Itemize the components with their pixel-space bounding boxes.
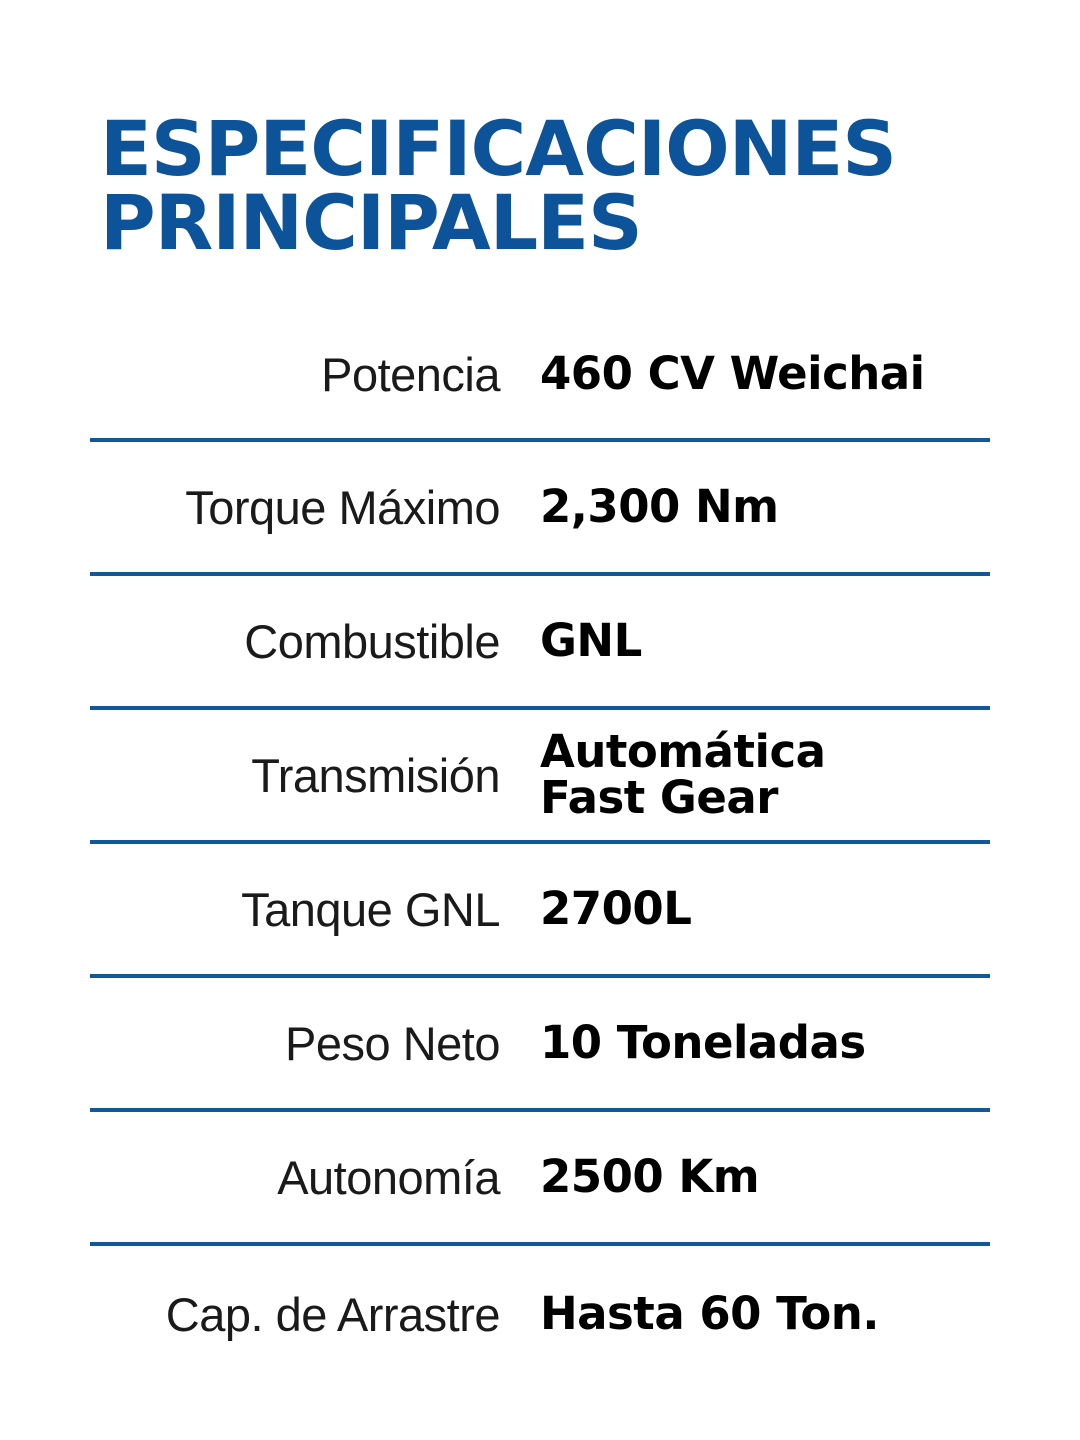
title-line-2: PRINCIPALES <box>100 178 642 267</box>
spec-value-line: Fast Gear <box>540 771 778 824</box>
spec-value <box>540 725 990 824</box>
spec-label: Tanque GNL <box>241 882 500 936</box>
spec-value-line: Automática <box>540 725 826 778</box>
spec-label: Transmisión <box>251 748 500 802</box>
spec-row-peso <box>90 978 990 1112</box>
spec-label: Autonomía <box>277 1150 500 1204</box>
spec-value <box>540 614 990 667</box>
page-title <box>100 104 1040 267</box>
spec-row-tanque <box>90 844 990 978</box>
spec-value-line: 2,300 Nm <box>540 480 779 533</box>
spec-row-potencia <box>90 310 990 442</box>
spec-label: Peso Neto <box>285 1016 500 1070</box>
spec-row-torque <box>90 442 990 576</box>
spec-value-line: 2500 Km <box>540 1150 760 1203</box>
spec-value <box>540 1016 990 1069</box>
spec-row-transmision <box>90 710 990 844</box>
spec-value <box>540 1287 990 1340</box>
spec-value-line: GNL <box>540 614 642 667</box>
spec-label: Torque Máximo <box>185 480 500 534</box>
spec-value-line: Hasta 60 Ton. <box>540 1287 879 1340</box>
spec-value <box>540 1150 990 1203</box>
spec-value <box>540 882 990 935</box>
spec-row-combustible <box>90 576 990 710</box>
spec-row-arrastre <box>90 1246 990 1382</box>
spec-label: Cap. de Arrastre <box>165 1287 500 1341</box>
spec-value <box>540 480 990 533</box>
spec-label: Potencia <box>321 347 500 401</box>
spec-value-line: 2700L <box>540 882 692 935</box>
spec-row-autonomia <box>90 1112 990 1246</box>
spec-value-line: 460 CV Weichai <box>540 347 925 400</box>
spec-value <box>540 347 990 400</box>
specs-table <box>90 310 990 1382</box>
title-line-1: ESPECIFICACIONES <box>100 104 897 193</box>
spec-value-line: 10 Toneladas <box>540 1016 866 1069</box>
spec-label: Combustible <box>244 614 500 668</box>
